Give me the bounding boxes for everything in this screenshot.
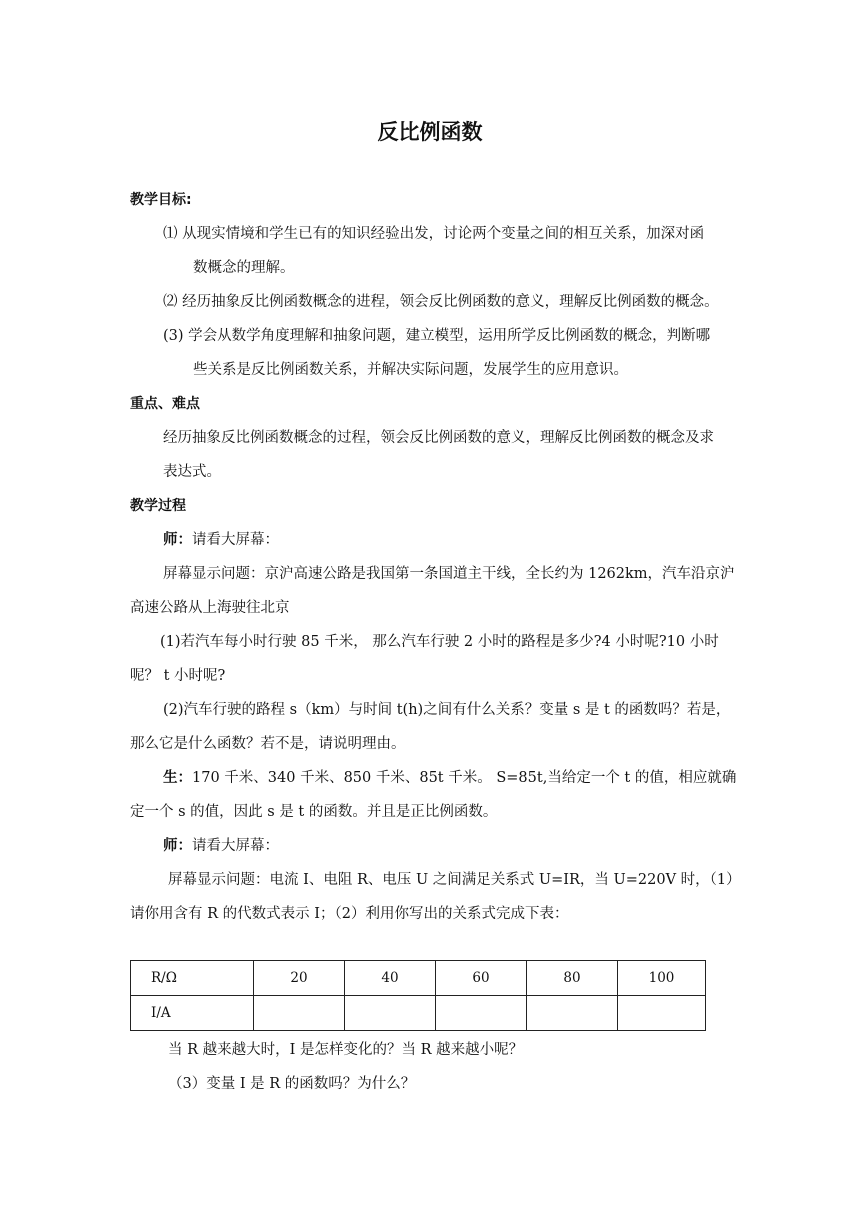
question-2-line2: 那么它是什么函数？若不是，请说明理由。 xyxy=(130,736,406,752)
student-text: 170 千米、340 千米、850 千米、85t 千米。 S=85t,当给定一个 t 的值，相应就确 xyxy=(192,770,737,786)
table-cell: 80 xyxy=(527,961,618,996)
speaker-student: 生： xyxy=(163,770,192,786)
table-cell xyxy=(618,996,706,1031)
student-answer-line2: 定一个 s 的值，因此 s 是 t 的函数。并且是正比例函数。 xyxy=(130,804,498,820)
teacher-line-1 xyxy=(163,530,279,550)
table-cell: R/Ω xyxy=(131,961,254,996)
speaker-teacher: 师： xyxy=(163,532,192,548)
teacher-line-2 xyxy=(163,836,279,856)
resistance-current-table xyxy=(130,960,706,1031)
screen-problem-1-line1: 屏幕显示问题：京沪高速公路是我国第一条国道主干线，全长约为 1262km，汽车沿京沪 xyxy=(163,566,735,582)
student-answer-line1 xyxy=(163,768,736,788)
key-points-line2: 表达式。 xyxy=(163,464,221,480)
teacher-text: 请看大屏幕： xyxy=(192,532,279,548)
followup-question-2: （3）变量 I 是 R 的函数吗？为什么？ xyxy=(168,1076,416,1092)
table-cell: I/A xyxy=(131,996,254,1031)
objective-1-line1: ⑴ 从现实情境和学生已有的知识经验出发，讨论两个变量之间的相互关系，加深对函 xyxy=(163,226,705,242)
screen-problem-2-line1: 屏幕显示问题：电流 I、电阻 R、电压 U 之间满足关系式 U=IR，当 U=220V 时，（1） xyxy=(168,872,741,888)
objectives-heading: 教学目标: xyxy=(130,192,192,208)
table-cell: 60 xyxy=(436,961,527,996)
objective-2: ⑵ 经历抽象反比例函数概念的进程，领会反比例函数的意义，理解反比例函数的概念。 xyxy=(163,294,719,310)
table-cell xyxy=(527,996,618,1031)
screen-problem-2-line2: 请你用含有 R 的代数式表示 I；（2）利用你写出的关系式完成下表： xyxy=(130,906,569,922)
table-cell: 40 xyxy=(345,961,436,996)
table-cell: 20 xyxy=(254,961,345,996)
question-1-line1: (1)若汽车每小时行驶 85 千米， 那么汽车行驶 2 小时的路程是多少?4 小时呢?10 小时 xyxy=(160,634,719,650)
table-cell xyxy=(345,996,436,1031)
table-cell xyxy=(436,996,527,1031)
objective-3-line2: 些关系是反比例函数关系，并解决实际问题，发展学生的应用意识。 xyxy=(193,362,628,378)
screen-problem-1-line2: 高速公路从上海驶往北京 xyxy=(130,600,290,616)
followup-question-1: 当 R 越来越大时，I 是怎样变化的？当 R 越来越小呢？ xyxy=(168,1042,524,1058)
teacher-text: 请看大屏幕： xyxy=(192,838,279,854)
question-1-line2: 呢？ t 小时呢? xyxy=(130,668,226,684)
key-points-line1: 经历抽象反比例函数概念的过程，领会反比例函数的意义，理解反比例函数的概念及求 xyxy=(163,430,714,446)
table-row xyxy=(131,996,706,1031)
table-cell: 100 xyxy=(618,961,706,996)
objective-1-line2: 数概念的理解。 xyxy=(193,260,295,276)
process-heading: 教学过程 xyxy=(130,498,186,514)
document-title: 反比例函数 xyxy=(377,120,483,144)
question-2-line1: (2)汽车行驶的路程 s（km）与时间 t(h)之间有什么关系？变量 s 是 t 的函数吗？若是， xyxy=(163,702,731,718)
table-cell xyxy=(254,996,345,1031)
speaker-teacher: 师： xyxy=(163,838,192,854)
objective-3-line1: (3) 学会从数学角度理解和抽象问题，建立模型，运用所学反比例函数的概念，判断哪 xyxy=(163,328,711,344)
key-points-heading: 重点、难点 xyxy=(130,396,200,412)
table-row xyxy=(131,961,706,996)
